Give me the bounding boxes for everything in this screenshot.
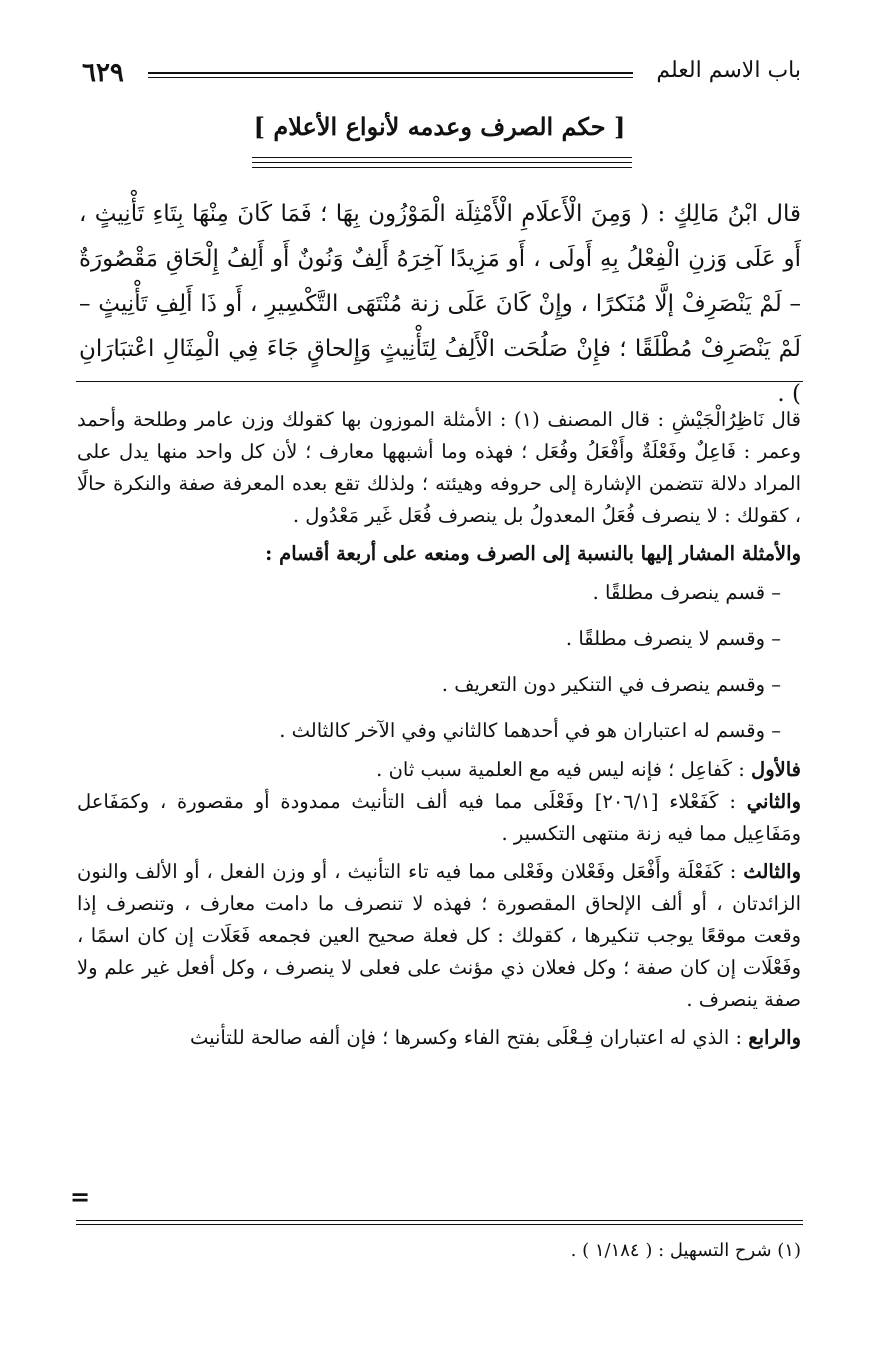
fourth-type bbox=[77, 1022, 801, 1054]
division-item-4: – وقسم له اعتباران هو في أحدهما كالثاني وفي الآخر كالثالث . bbox=[279, 719, 781, 742]
running-header bbox=[78, 58, 801, 98]
chapter-title: باب الاسم العلم bbox=[656, 58, 801, 83]
matn-text bbox=[79, 192, 801, 417]
footnote: (١) شرح التسهيل : ( ١/١٨٤ ) . bbox=[570, 1240, 801, 1261]
title-underline bbox=[252, 157, 632, 172]
first-type bbox=[77, 754, 801, 786]
first-label: فالأول bbox=[751, 758, 801, 781]
commentary bbox=[77, 404, 801, 1060]
division-item-2: – وقسم لا ينصرف مطلقًا . bbox=[565, 627, 781, 650]
footnote-separator bbox=[76, 1220, 803, 1228]
first-text: : كَفاعِل ؛ فإنه ليس فيه مع العلمية سبب ثان . bbox=[376, 758, 745, 781]
second-label: والثاني bbox=[746, 790, 802, 813]
header-rule bbox=[148, 72, 633, 78]
fourth-text: : الذي له اعتباران فِـعْلَى بفتح الفاء وكسرها ؛ فإن ألفه صالحة للتأنيث bbox=[189, 1026, 743, 1049]
second-text: : كَفَعْلاء [٢٠٦/١] وفَعْلَى مما فيه ألف التأنيث ممدودة أو مقصورة ، وكمَفَاعل ومَفَاعِيل مما فيه زنة منتهى التكسير . bbox=[77, 790, 801, 845]
matn-paragraph: قال ابْنُ مَالِكٍ : ( وَمِنَ الْأَعلَامِ الْأَمْثِلَة الْمَوْزُون بِهَا ؛ فَمَا كَانَ مِنْهَا بِتَاءِ تَأْنِيثٍ ، أَو عَلَى وَزنِ الْفِعْلُ بِهِ أَولَى ، أَو مَزِيدًا آخِرَهُ أَلِفٌ وَنُونٌ أَو أَلِفُ إِلْحَاقِ مَقْصُورَةٌ – لَمْ يَنْصَرِفْ إلَّا مُنَكرًا ، وإِنْ كَانَ عَلَى زنة مُنْتَهَى التَّكْسِيرِ ، أَو ذَا أَلِفِ تَأْنِيثٍ – لَمْ يَنْصَرِفْ مُطْلَقًا ؛ فإِنْ صَلُحَت الْأَلِفُ لِتَأْنِيثٍ وَإِلحاقٍ جَاءَ فِي الْمِثَالِ اعْتبَارَانِ ) . bbox=[79, 201, 801, 407]
page-number: ٦٢٩ bbox=[82, 58, 124, 88]
fourth-label: والرابع bbox=[748, 1026, 801, 1049]
third-text: : كَفَعْلَة وأَفْعَل وفَعْلان وفَعْلى مما فيه تاء التأنيث ، أو وزن الفعل ، أو الألف والنون الزائدتان ، أو ألف الإلحاق المقصورة ؛ فهذه لا تنصرف ما دامت معارف ، وتنصرف إذا وقعت موقعًا يوجب تنكيرها ، كقولك : كل فعلة صحيح العين فجمعه فَعَلَات إن كان اسمًا ، وفَعْلَات إن كان صفة ؛ وكل فعلان ذي مؤنث على فعلى لا ينصرف ، وكل أفعل غير علم ولا صفة ينصرف . bbox=[77, 860, 801, 1011]
continuation-mark: = bbox=[70, 1182, 91, 1211]
second-type bbox=[77, 786, 801, 850]
third-label: والثالث bbox=[743, 860, 801, 883]
division-item-3: – وقسم ينصرف في التنكير دون التعريف . bbox=[441, 673, 781, 696]
division-heading: والأمثلة المشار إليها بالنسبة إلى الصرف ومنعه على أربعة أقسام : bbox=[265, 542, 801, 565]
matn-separator bbox=[76, 381, 803, 382]
section-title: [ حكم الصرف وعدمه لأنواع الأعلام ] bbox=[253, 112, 626, 141]
third-type bbox=[77, 856, 801, 1016]
commentary-intro: قال نَاظِرُالْجَيْشِ : قال المصنف (١) : الأمثلة الموزون بها كقولك وزن عامر وطلحة وأحمد وعمر : فَاعِلٌ وفَعْلَةٌ وأَفْعَلُ وفُعَل ؛ فهذه وما أشبهها معارف ؛ لأن كل واحد منها يدل على المراد دلالة تتضمن الإشارة إلى حروفه وهيئته ؛ ولذلك تقع بعده المعرفة صفة والنكرة حالًا ، كقولك : لا ينصرف فُعَلُ المعدولُ بل ينصرف فُعَل غَير مَعْدُول . bbox=[77, 408, 801, 527]
division-item-1: – قسم ينصرف مطلقًا . bbox=[592, 581, 781, 604]
